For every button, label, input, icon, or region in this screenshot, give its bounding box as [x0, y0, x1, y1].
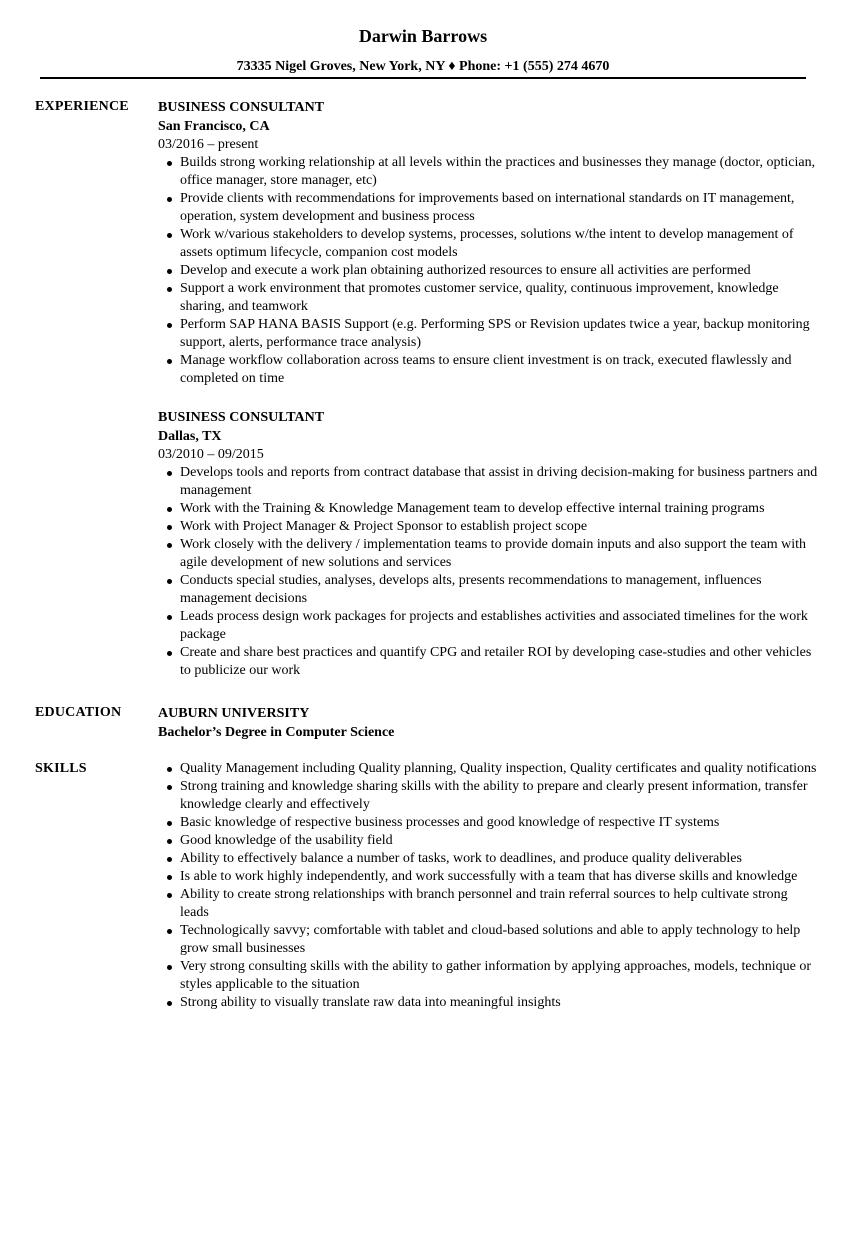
list-item: Good knowledge of the usability field — [158, 832, 818, 850]
experience-entry — [158, 98, 818, 388]
list-item: Work with Project Manager & Project Sponsor to establish project scope — [158, 518, 818, 536]
job-bullets — [158, 154, 818, 388]
list-item: Ability to effectively balance a number of tasks, work to deadlines, and produce quality deliverables — [158, 850, 818, 868]
list-item: Manage workflow collaboration across teams to ensure client investment is on track, executed flawlessly and completed on time — [158, 352, 818, 388]
list-item: Conducts special studies, analyses, develops alts, presents recommendations to management, influences management decisions — [158, 572, 818, 608]
candidate-name: Darwin Barrows — [358, 26, 488, 46]
list-item: Very strong consulting skills with the ability to gather information by applying approaches, models, technique or styles applicable to the situation — [158, 958, 818, 994]
job-location: San Francisco, CA — [158, 119, 270, 134]
list-item: Technologically savvy; comfortable with tablet and cloud-based solutions and able to apply technology to help grow small businesses — [158, 922, 818, 958]
list-item: Develop and execute a work plan obtaining authorized resources to ensure all activities are performed — [158, 262, 818, 280]
list-item: Perform SAP HANA BASIS Support (e.g. Performing SPS or Revision updates twice a year, backup monitoring support, alerts, performance trace analysis) — [158, 316, 818, 352]
list-item: Leads process design work packages for projects and establishes activities and associated timelines for the work package — [158, 608, 818, 644]
contact-line: 73335 Nigel Groves, New York, NY ♦ Phone: +1 (555) 274 4670 — [236, 59, 610, 74]
job-dates: 03/2016 – present — [158, 137, 259, 152]
job-title: BUSINESS CONSULTANT — [158, 100, 325, 115]
list-item: Create and share best practices and quantify CPG and retailer ROI by developing case-studies and other vehicles to publicize our work — [158, 644, 818, 680]
header-divider — [40, 77, 806, 79]
list-item: Basic knowledge of respective business processes and good knowledge of respective IT systems — [158, 814, 818, 832]
list-item: Work with the Training & Knowledge Management team to develop effective internal training programs — [158, 500, 818, 518]
list-item: Strong training and knowledge sharing skills with the ability to prepare and clearly present information, transfer knowledge clearly and effectively — [158, 778, 818, 814]
list-item: Work w/various stakeholders to develop systems, processes, solutions w/the intent to develop management of assets optimum lifecycle, companion cost models — [158, 226, 818, 262]
school-name: AUBURN UNIVERSITY — [158, 706, 310, 721]
section-label-experience: EXPERIENCE — [35, 99, 129, 114]
degree: Bachelor’s Degree in Computer Science — [158, 725, 395, 740]
job-location: Dallas, TX — [158, 429, 222, 444]
skills-list — [158, 760, 818, 1012]
job-dates: 03/2010 – 09/2015 — [158, 447, 264, 462]
list-item: Ability to create strong relationships with branch personnel and train referral sources to help cultivate strong leads — [158, 886, 818, 922]
job-bullets — [158, 464, 818, 680]
list-item: Develops tools and reports from contract database that assist in driving decision-making for business partners and management — [158, 464, 818, 500]
experience-entry — [158, 408, 818, 680]
education-entry — [158, 704, 818, 742]
section-label-education: EDUCATION — [35, 705, 122, 720]
list-item: Is able to work highly independently, and work successfully with a team that has diverse skills and knowledge — [158, 868, 818, 886]
list-item: Work closely with the delivery / implementation teams to provide domain inputs and also support the team with agile development of new solutions and services — [158, 536, 818, 572]
list-item: Strong ability to visually translate raw data into meaningful insights — [158, 994, 818, 1012]
skills-list-block — [158, 760, 818, 1012]
list-item: Quality Management including Quality planning, Quality inspection, Quality certificates and quality notifications — [158, 760, 818, 778]
section-label-skills: SKILLS — [35, 761, 87, 776]
list-item: Provide clients with recommendations for improvements based on international standards on IT management, operation, system development and business process — [158, 190, 818, 226]
job-title: BUSINESS CONSULTANT — [158, 410, 325, 425]
list-item: Support a work environment that promotes customer service, quality, continuous improvement, knowledge sharing, and teamwork — [158, 280, 818, 316]
list-item: Builds strong working relationship at all levels within the practices and businesses they manage (doctor, optician, office manager, store manager, etc) — [158, 154, 818, 190]
